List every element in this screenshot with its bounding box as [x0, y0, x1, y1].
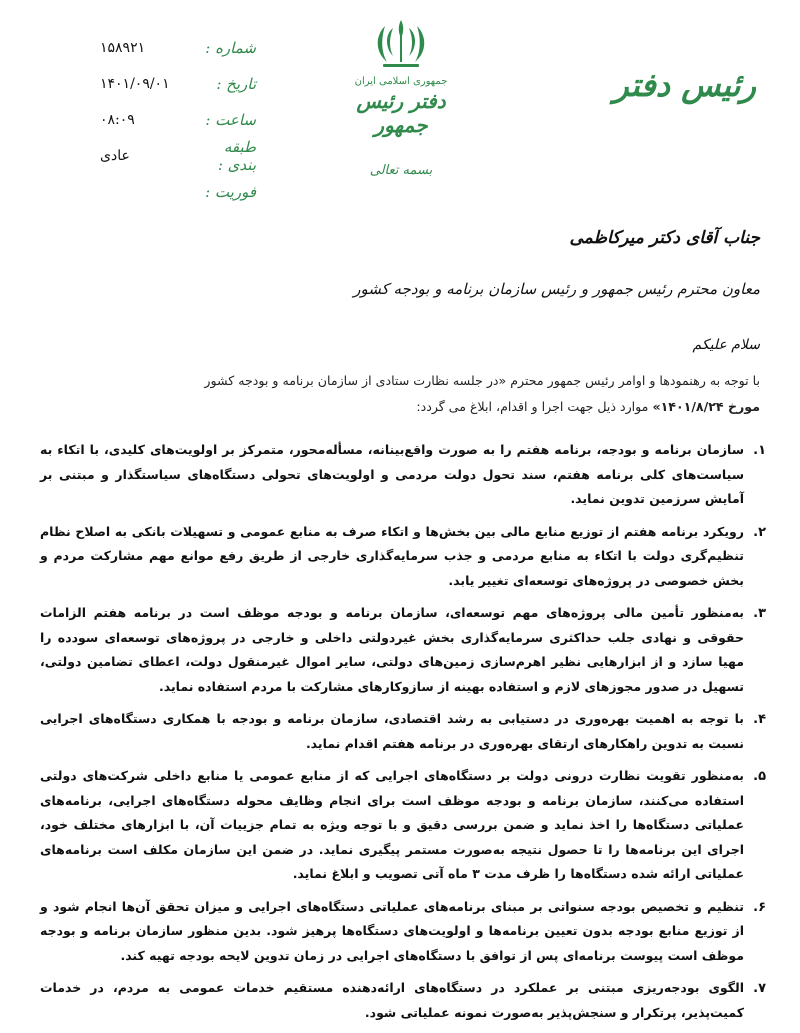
item-text: به‌منظور تأمین مالی پروژه‌های مهم توسعه‌ای، سازمان برنامه و بودجه موظف است در برنامه هفتم الزامات حقوقی و نهادی جلب حداکثری سرمایه‌گذاری بخش غیردولتی داخلی و خارجی در پروژه‌های توسعه‌ای سودده را مهیا سازد و از ابزارهایی نظیر اهرم‌سازی زمین‌های دولتی، سایر اموال غیرمنقول دولت، اعطای تضامین دولتی، تسهیل در صدور مجوزهای لازم و استفاده بهینه از سازوکارهای مشارکت با مردم استفاده نماید. — [40, 605, 744, 694]
item-text: با توجه به اهمیت بهره‌وری در دستیابی به رشد اقتصادی، سازمان برنامه و بودجه با همکاری دستگاه‌های اجرایی نسبت به تدوین راهکارهای ارتقای بهره‌وری در برنامه هفتم اقدام نماید. — [40, 711, 744, 751]
meta-date-label: تاریخ : — [216, 75, 256, 93]
office-title: دفتر رئیس جمهور — [356, 89, 446, 137]
list-item — [40, 520, 766, 594]
intro-line-2-text: موارد ذیل جهت اجرا و اقدام، ابلاغ می گردد: — [416, 399, 649, 414]
list-item — [40, 707, 766, 756]
meta-number-label: شماره : — [205, 39, 256, 57]
meta-classification — [96, 138, 256, 174]
item-text: رویکرد برنامه هفتم از توزیع منابع مالی بین بخش‌ها و اتکاء صرف به منابع عمومی و تسهیلات بانکی به اصلاح نظام تنظیم‌گری دولت با اتکاء به منابع مردمی و جذب سرمایه‌گذاری خارجی از طریق رفع موانع مهم مشارکت مردم و بخش خصوصی در پروژه‌های توسعه‌ای تغییر یابد. — [40, 523, 744, 588]
intro-paragraph — [40, 371, 760, 417]
item-number: ۲. — [753, 524, 766, 540]
meta-classification-value: عادی — [100, 148, 130, 164]
item-number: ۳. — [753, 606, 766, 621]
letter-meta — [96, 30, 256, 210]
meta-number — [96, 30, 256, 66]
item-text: سازمان برنامه و بودجه، برنامه هفتم را به صورت واقع‌بینانه، مسأله‌محور، متمرکز بر اولویت‌های کلیدی، با اتکاء به سیاست‌های کلی برنامه هفتم، سند تحول دولت مردمی و اولویت‌های تحولی دستگاه‌های سیاستگذار و مبتنی بر آمایش سرزمین تدوین نماید. — [40, 442, 744, 506]
meta-date-value: ۱۴۰۱/۰۹/۰۱ — [100, 76, 170, 92]
list-item — [40, 438, 766, 512]
item-number: ۶. — [753, 899, 766, 915]
item-number: ۱. — [753, 443, 766, 458]
meta-time-value: ۰۸:۰۹ — [100, 112, 135, 128]
intro-line-1: با توجه به رهنمودها و اوامر رئیس جمهور محترم «در جلسه نظارت ستادی از سازمان برنامه و بودجه کشور — [204, 373, 760, 388]
item-text: به‌منظور تقویت نظارت درونی دولت بر دستگاه‌های اجرایی که از منابع عمومی یا منابع داخلی شرکت‌های دولتی استفاده می‌کنند، سازمان برنامه و بودجه موظف است برای انجام وظایف محوله دستگاه‌های اجرایی، برنامه‌های عملیاتی دستگاه‌ها را اخذ نماید و ضمن بررسی دقیق و با توجه ویژه به تمام جزییات آن، با ابزارهای مختلف خود، اجرای این برنامه‌ها را تا حصول نتیجه به‌صورت مستمر پیگیری نماید. در ضمن این سازمان مکلف است برنامه‌های عملیاتی ارائه شده دستگاه‌ها را ظرف مدت ۳ ماه آتی تصویب و ابلاغ نماید. — [40, 768, 744, 881]
meta-urgency-label: فوریت : — [205, 183, 256, 201]
meta-urgency — [96, 174, 256, 210]
letterhead-center — [336, 18, 466, 178]
addressee-position: معاون محترم رئیس جمهور و رئیس سازمان برنامه و بودجه کشور — [353, 280, 760, 298]
list-item — [40, 895, 766, 969]
meeting-date: مورخ ۱۴۰۱/۸/۲۴» — [652, 399, 760, 414]
item-text: الگوی بودجه‌ریزی مبتنی بر عملکرد در دستگاه‌های ارائه‌دهنده مستقیم خدمات عمومی به مردم، در خدمات کمیت‌پذیر، پرتکرار و سنجش‌پذیر به‌صورت نمونه عملیاتی شود. — [40, 980, 744, 1020]
directive-list — [40, 438, 766, 1033]
list-item — [40, 601, 766, 699]
meta-number-value: ۱۵۸۹۲۱ — [100, 40, 146, 56]
item-number: ۵. — [753, 769, 766, 784]
chief-of-staff-brand: رئیس دفتر — [613, 66, 756, 104]
iran-emblem-icon — [371, 18, 431, 70]
item-number: ۴. — [753, 712, 766, 727]
republic-title: جمهوری اسلامی ایران — [354, 76, 448, 87]
list-item — [40, 764, 766, 887]
meta-time-label: ساعت : — [205, 111, 256, 129]
item-number: ۷. — [753, 981, 766, 996]
list-item — [40, 976, 766, 1025]
item-text: تنظیم و تخصیص بودجه سنواتی بر مبنای برنامه‌های عملیاتی دستگاه‌های اجرایی و میزان تحقق آن‌ها انجام شود و از توزیع منابع بودجه بدون تعیین برنامه‌ها و اولویت‌های دستگاه‌ها پرهیز شود. بدین منظور سازمان برنامه و بودجه موظف است پیوست برنامه‌ای پس از توافق با دستگاه‌های اجرایی در زمان تدوین لایحه بودجه تهیه کند. — [40, 898, 744, 963]
meta-time — [96, 102, 256, 138]
addressee: جناب آقای دکتر میرکاظمی — [569, 228, 760, 248]
bismillah: بسمه تعالی — [369, 163, 433, 178]
greeting: سلام علیکم — [692, 337, 760, 353]
meta-date — [96, 66, 256, 102]
intro-line-2 — [40, 397, 760, 417]
meta-classification-label: طبقه بندی : — [217, 138, 256, 174]
